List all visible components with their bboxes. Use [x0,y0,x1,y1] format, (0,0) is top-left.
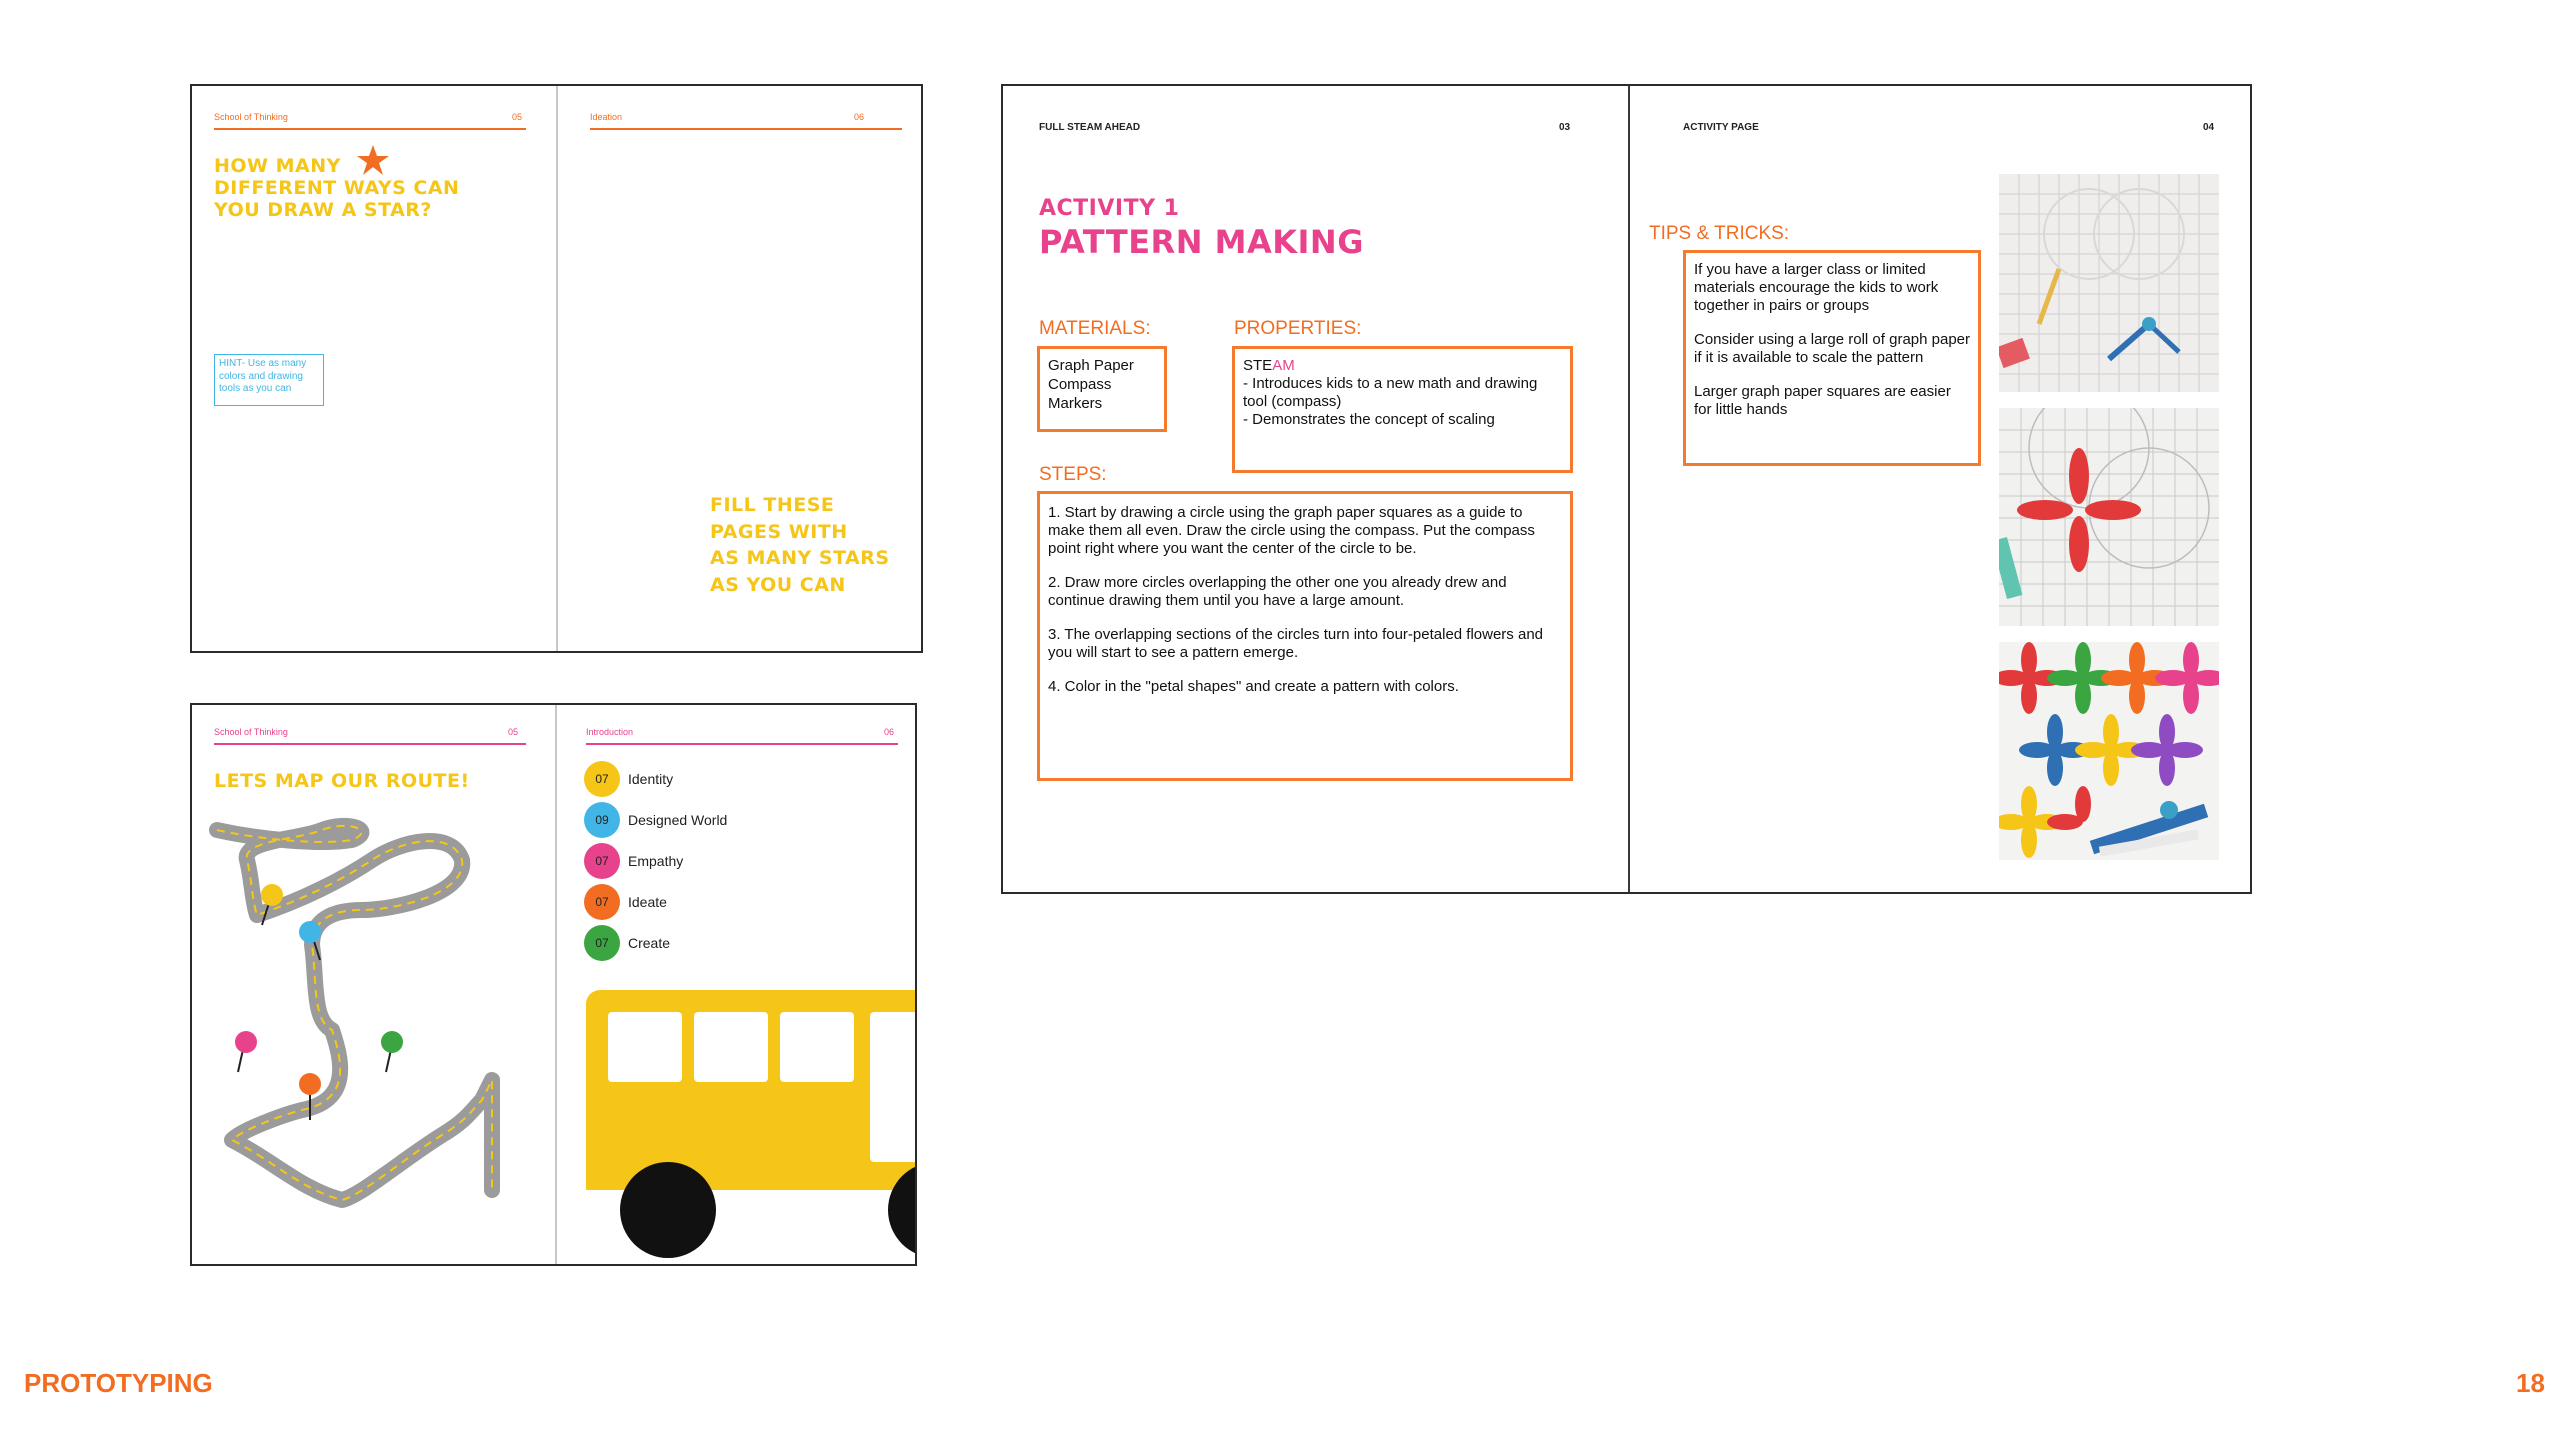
steps-box [1037,491,1573,781]
right-header-rule [590,128,902,130]
legend-badge: 07 [584,925,620,961]
tips-box [1683,250,1981,466]
right-page-header: Introduction [586,727,634,737]
materials-label: MATERIALS: [1039,318,1151,339]
route-title: LETS MAP OUR ROUTE! [214,770,470,792]
tips-label: TIPS & TRICKS: [1649,223,1790,244]
legend-item-empathy [584,843,784,883]
section-footer-label: PROTOTYPING [24,1368,213,1398]
bus-window [694,1012,768,1082]
title-line-2: DIFFERENT WAYS CAN [214,176,460,199]
properties-box [1232,346,1573,473]
route-map [202,800,522,1260]
fill-line-3: AS MANY STARS [710,547,890,570]
legend-badge: 07 [584,884,620,920]
legend-item-designed-world [584,802,784,842]
legend-item-ideate [584,884,784,924]
legend-badge: 07 [584,761,620,797]
flower-pattern-image [1999,408,2219,626]
bus-window [780,1012,854,1082]
left-page-header: School of Thinking [214,112,288,122]
tip-item: Larger graph paper squares are easier for little hands [1694,383,1951,418]
property-item: - Introduces kids to a new math and drawing tool (compass) [1243,375,1538,410]
school-bus-illustration [586,990,915,1266]
activity-label: ACTIVITY 1 [1039,196,1180,221]
activity-title: PATTERN MAKING [1039,223,1364,261]
step-item: 4. Color in the "petal shapes" and create a pattern with colors. [1048,678,1459,695]
spread-activity [1001,84,2252,894]
title-line-3: YOU DRAW A STAR? [214,198,432,221]
tip-item: Consider using a large roll of graph paper if it is available to scale the pattern [1694,331,1970,366]
fill-line-2: PAGES WITH [710,520,848,543]
right-page-header: Ideation [590,112,623,122]
right-page-number: 04 [2203,122,2215,133]
properties-label: PROPERTIES: [1234,318,1362,339]
star-icon [356,144,390,176]
left-page-number: 03 [1559,122,1571,133]
right-header-rule [586,743,898,745]
material-item: Compass [1048,376,1112,393]
right-page-header: ACTIVITY PAGE [1683,122,1759,133]
spread-fold [556,86,558,651]
legend-label: Empathy [628,853,684,869]
left-header-rule [214,743,526,745]
legend-item-create [584,925,784,965]
property-item: - Demonstrates the concept of scaling [1243,411,1495,428]
steps-label: STEPS: [1039,464,1107,485]
bus-window [608,1012,682,1082]
legend-label: Ideate [628,894,667,910]
graph-paper-image [1999,174,2219,392]
legend-item-identity [584,761,784,801]
left-page-header: FULL STEAM AHEAD [1039,122,1141,133]
step-item: 2. Draw more circles overlapping the other one you already drew and continue drawing them until you have a large amount. [1048,574,1507,609]
tip-item: If you have a larger class or limited materials encourage the kids to work together in pairs or groups [1694,261,1939,314]
right-page-number: 06 [854,112,865,122]
materials-box [1037,346,1167,432]
fill-line-4: AS YOU CAN [710,573,846,596]
left-header-rule [214,128,526,130]
steam-suffix: AM [1272,357,1295,374]
photo-red-flower-pattern [1999,408,2219,626]
petal-pattern-image [1999,642,2219,860]
star-question-title [214,156,459,222]
left-page-number: 05 [508,727,519,737]
legend-label: Create [628,935,671,951]
legend-badge: 07 [584,843,620,879]
bus-door [870,1012,915,1162]
photo-compass-graph-paper [1999,174,2219,392]
material-item: Markers [1048,395,1103,412]
fill-line-1: FILL THESE [710,494,835,516]
spread-star [190,84,923,653]
material-item: Graph Paper [1048,357,1134,374]
legend-label: Identity [628,771,674,787]
hint-text: HINT- Use as many colors and drawing tools as you can [219,358,307,394]
hint-box [214,354,324,406]
left-page-number: 05 [512,112,523,122]
right-page-number: 06 [884,727,895,737]
spread-fold [555,705,557,1264]
route-legend [584,761,884,971]
fill-pages-callout [710,492,890,598]
spread-route [190,703,917,1266]
bus-wheel [620,1162,716,1258]
title-line-1: HOW MANY [214,155,341,177]
step-item: 1. Start by drawing a circle using the graph paper squares as a guide to make them all even. Draw the circle using the compass. Put the compass point right where you want the center of the circle to be. [1048,504,1535,557]
step-item: 3. The overlapping sections of the circles turn into four-petaled flowers and you will start to see a pattern emerge. [1048,626,1543,661]
legend-badge: 09 [584,802,620,838]
photo-colored-petal-pattern [1999,642,2219,860]
slide-page-number: 18 [2516,1368,2545,1398]
left-page-header: School of Thinking [214,727,288,737]
steam-prefix: STE [1243,357,1273,374]
steam-line [1243,357,1562,375]
legend-label: Designed World [628,812,728,828]
spread-fold [1628,86,1630,892]
